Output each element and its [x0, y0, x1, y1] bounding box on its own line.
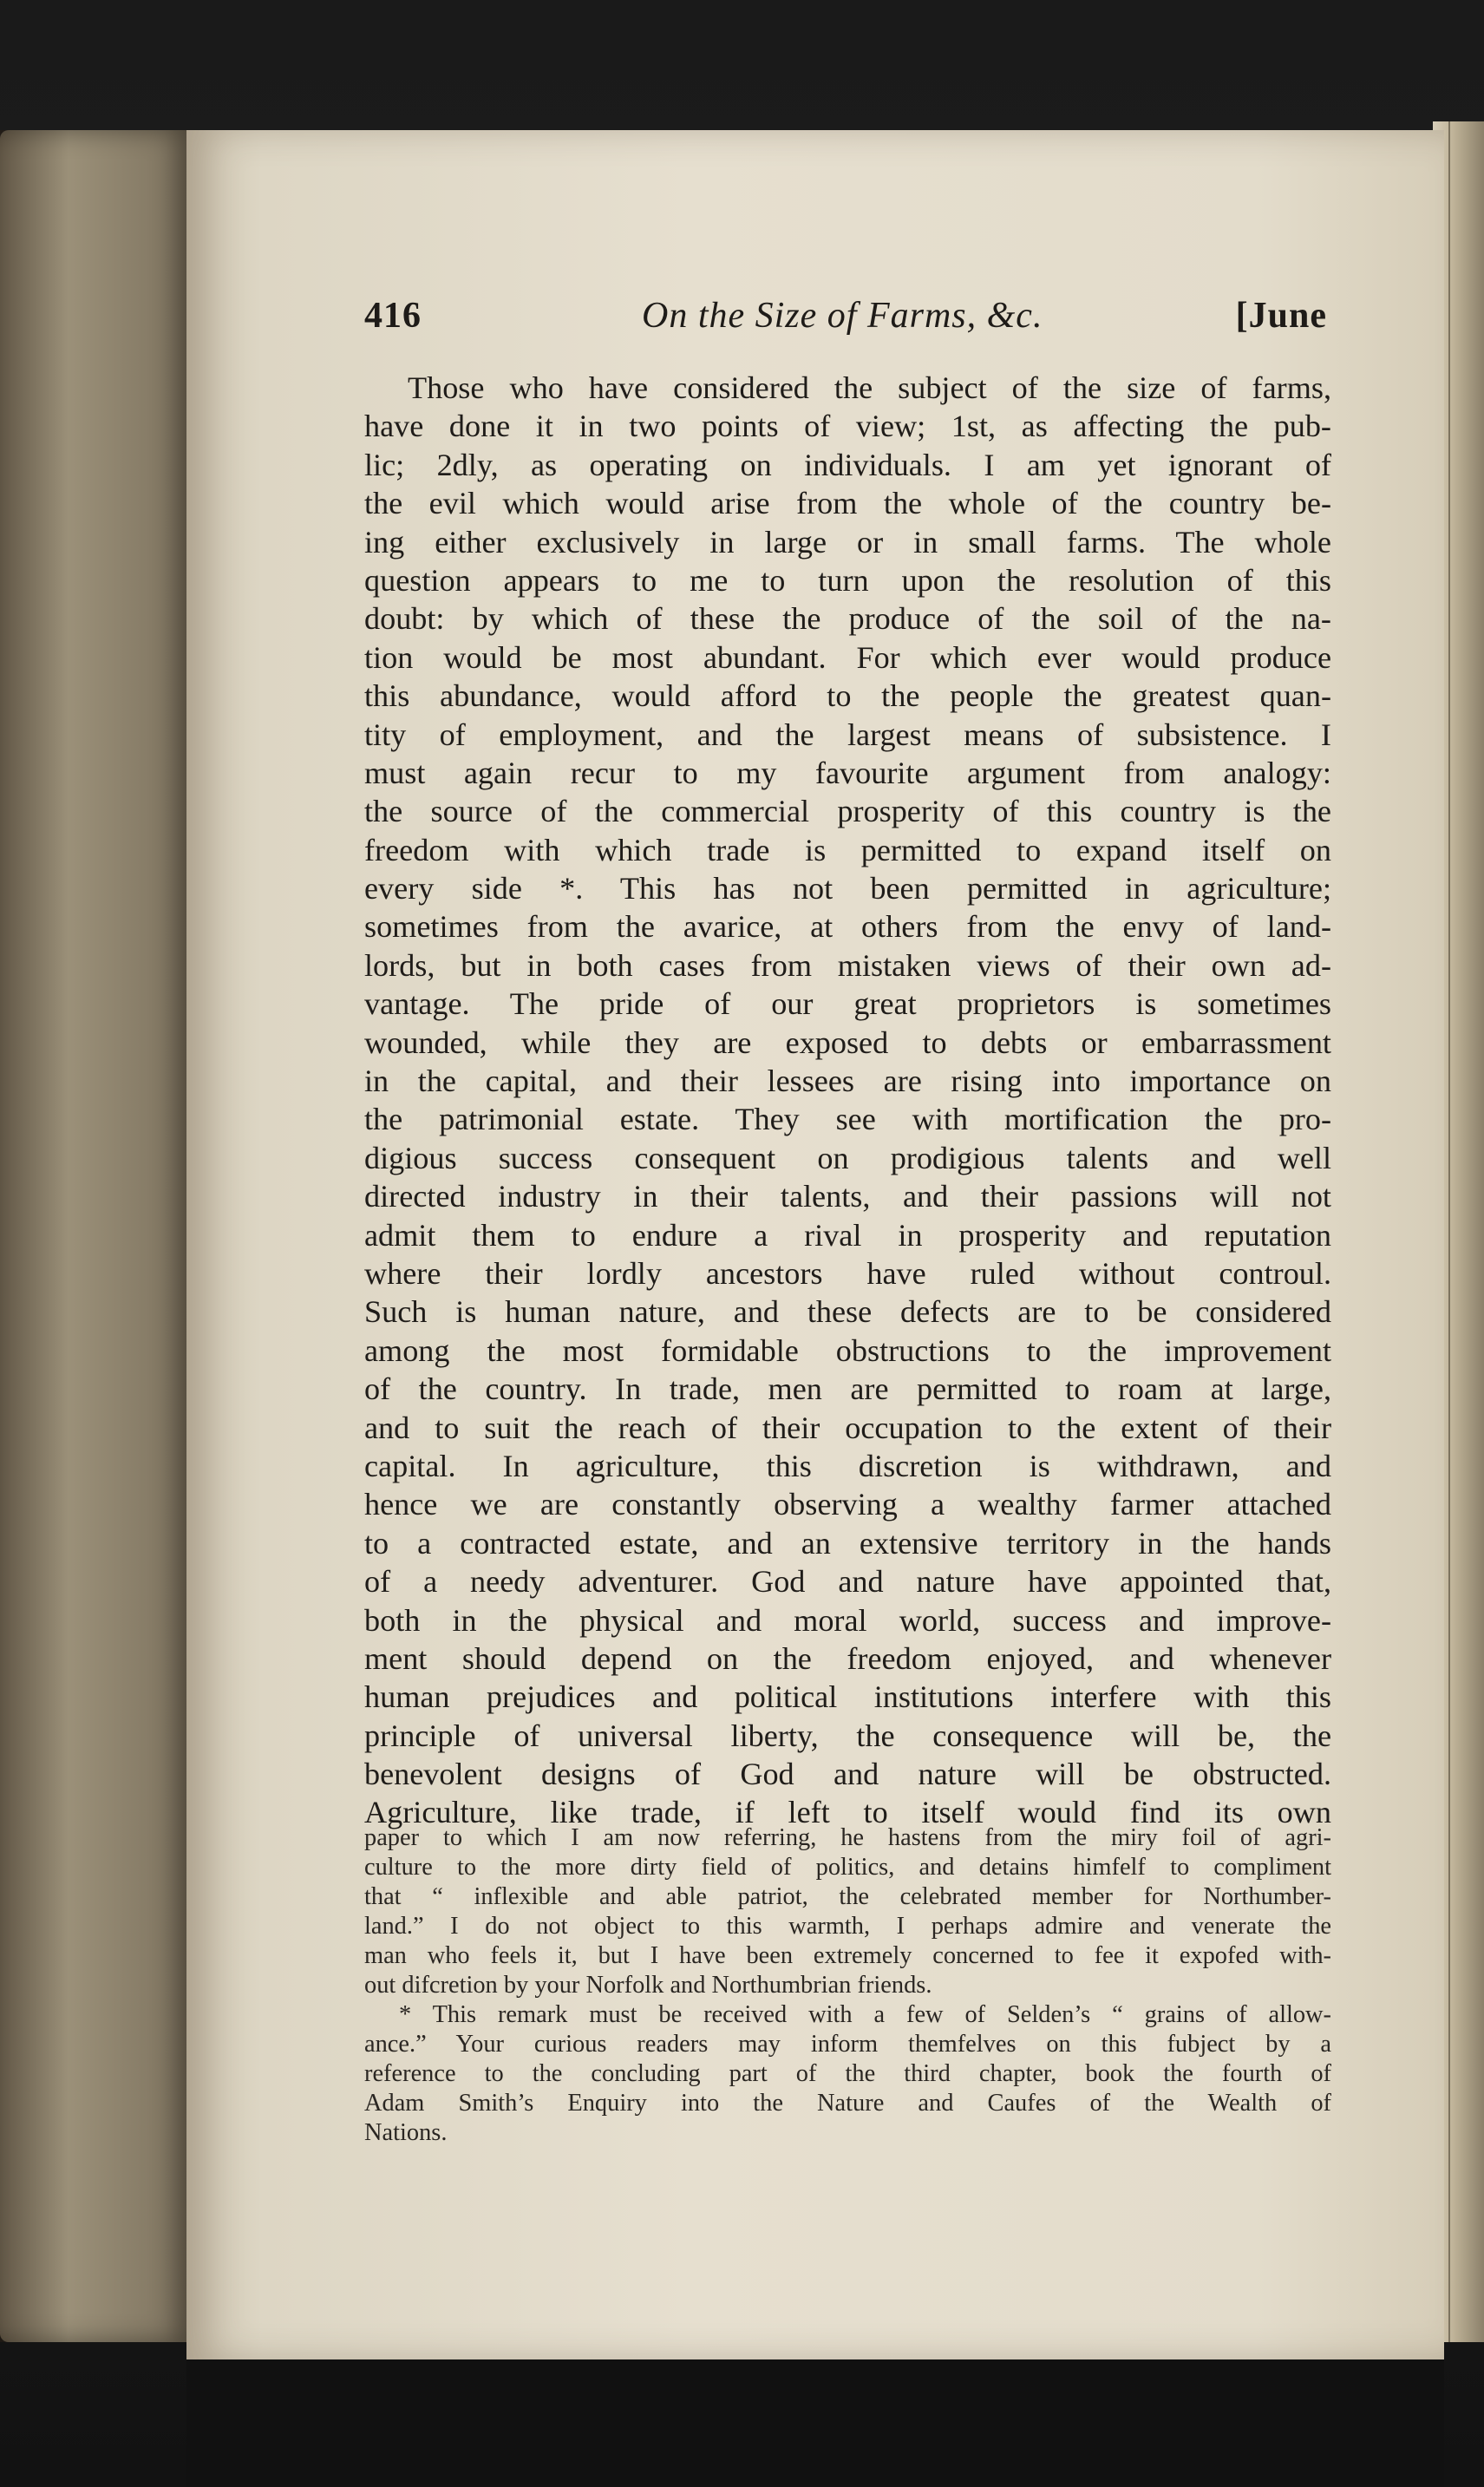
- body-line: in the capital, and their lessees are rising into importance on: [364, 1064, 1331, 1099]
- body-line: freedom with which trade is permitted to expand itself on: [364, 832, 1331, 867]
- footnote-line: * This remark must be received with a few of Selden’s “ grains of allow-: [399, 2001, 1331, 2028]
- footnote-line: reference to the concluding part of the third chapter, book the fourth of: [364, 2060, 1331, 2087]
- body-line: sometimes from the avarice, at others from the envy of land-: [364, 909, 1331, 945]
- body-line: Agriculture, like trade, if left to itself would find its own: [364, 1795, 1331, 1830]
- body-line: digious success consequent on prodigious talents and well: [364, 1140, 1331, 1175]
- body-line: of a needy adventurer. God and nature have appointed that,: [364, 1564, 1331, 1600]
- running-title: On the Size of Farms, &c.: [642, 296, 1043, 336]
- footnotes: [364, 1823, 1331, 2148]
- page-number: 416: [364, 296, 422, 336]
- footnote-line: paper to which I am now referring, he hastens from the miry foil of agri-: [364, 1824, 1331, 1851]
- body-line: have done it in two points of view; 1st, as affecting the pub-: [364, 409, 1331, 444]
- page-bottom-shadow: [186, 2359, 1444, 2487]
- body-line: must again recur to my favourite argument from analogy:: [364, 755, 1331, 790]
- body-line: both in the physical and moral world, success and improve-: [364, 1602, 1331, 1638]
- body-line: ment should depend on the freedom enjoyed, and whenever: [364, 1640, 1331, 1676]
- body-line: every side *. This has not been permitted in agriculture;: [364, 871, 1331, 906]
- footnote-line: culture to the more dirty field of politics, and detains himfelf to compliment: [364, 1854, 1331, 1881]
- footnote-line: ance.” Your curious readers may inform themfelves on this fubject by a: [364, 2031, 1331, 2058]
- body-line: the evil which would arise from the whole of the country be-: [364, 486, 1331, 521]
- body-line: where their lordly ancestors have ruled without controul.: [364, 1255, 1331, 1291]
- body-line: tity of employment, and the largest means of subsistence. I: [364, 717, 1331, 752]
- body-line: tion would be most abundant. For which ever would produce: [364, 639, 1331, 675]
- body-line: lic; 2dly, as operating on individuals. I am yet ignorant of: [364, 447, 1331, 482]
- body-line: hence we are constantly observing a wealthy farmer attached: [364, 1487, 1331, 1522]
- footnote-line: land.” I do not object to this warmth, I perhaps admire and venerate the: [364, 1913, 1331, 1940]
- body-line: directed industry in their talents, and their passions will not: [364, 1179, 1331, 1214]
- footnote-line: man who feels it, but I have been extremely concerned to fee it expofed with-: [364, 1942, 1331, 1969]
- body-line: of the country. In trade, men are permitted to roam at large,: [364, 1371, 1331, 1407]
- body-line: human prejudices and political institutions interfere with this: [364, 1679, 1331, 1715]
- body-line: principle of universal liberty, the consequence will be, the: [364, 1718, 1331, 1753]
- body-line: ing either exclusively in large or in small farms. The whole: [364, 524, 1331, 560]
- body-line: this abundance, would afford to the people the greatest quan-: [364, 678, 1331, 714]
- body-line: among the most formidable obstructions to the improvement: [364, 1332, 1331, 1368]
- body-line: capital. In agriculture, this discretion is withdrawn, and: [364, 1448, 1331, 1483]
- body-line: vantage. The pride of our great proprietors is sometimes: [364, 986, 1331, 1022]
- body-line: benevolent designs of God and nature will be obstructed.: [364, 1757, 1331, 1792]
- footnote-line: Adam Smith’s Enquiry into the Nature and Caufes of the Wealth of: [364, 2090, 1331, 2117]
- body-line: question appears to me to turn upon the resolution of this: [364, 562, 1331, 598]
- running-header: [364, 295, 1327, 347]
- issue-month: [June: [1235, 296, 1327, 336]
- body-line: lords, but in both cases from mistaken views of their own ad-: [364, 947, 1331, 983]
- body-line: Those who have considered the subject of the size of farms,: [408, 370, 1331, 405]
- body-line: doubt: by which of these the produce of the soil of the na-: [364, 601, 1331, 637]
- body-line: the patrimonial estate. They see with mortification the pro-: [364, 1102, 1331, 1137]
- body-line: wounded, while they are exposed to debts or embarrassment: [364, 1024, 1331, 1060]
- body-line: and to suit the reach of their occupation to the extent of their: [364, 1410, 1331, 1445]
- body-line: Such is human nature, and these defects are to be considered: [364, 1294, 1331, 1330]
- footnote-line: Nations.: [364, 2119, 448, 2146]
- body-line: to a contracted estate, and an extensive territory in the hands: [364, 1525, 1331, 1561]
- footnote-line: out difcretion by your Norfolk and Northumbrian friends.: [364, 1972, 932, 1999]
- book-fore-edge: [0, 130, 195, 2342]
- body-line: admit them to endure a rival in prosperity and reputation: [364, 1217, 1331, 1253]
- body-line: the source of the commercial prosperity of this country is the: [364, 794, 1331, 829]
- body-text: [364, 369, 1331, 1832]
- footnote-line: that “ inflexible and able patriot, the celebrated member for Northumber-: [364, 1883, 1331, 1910]
